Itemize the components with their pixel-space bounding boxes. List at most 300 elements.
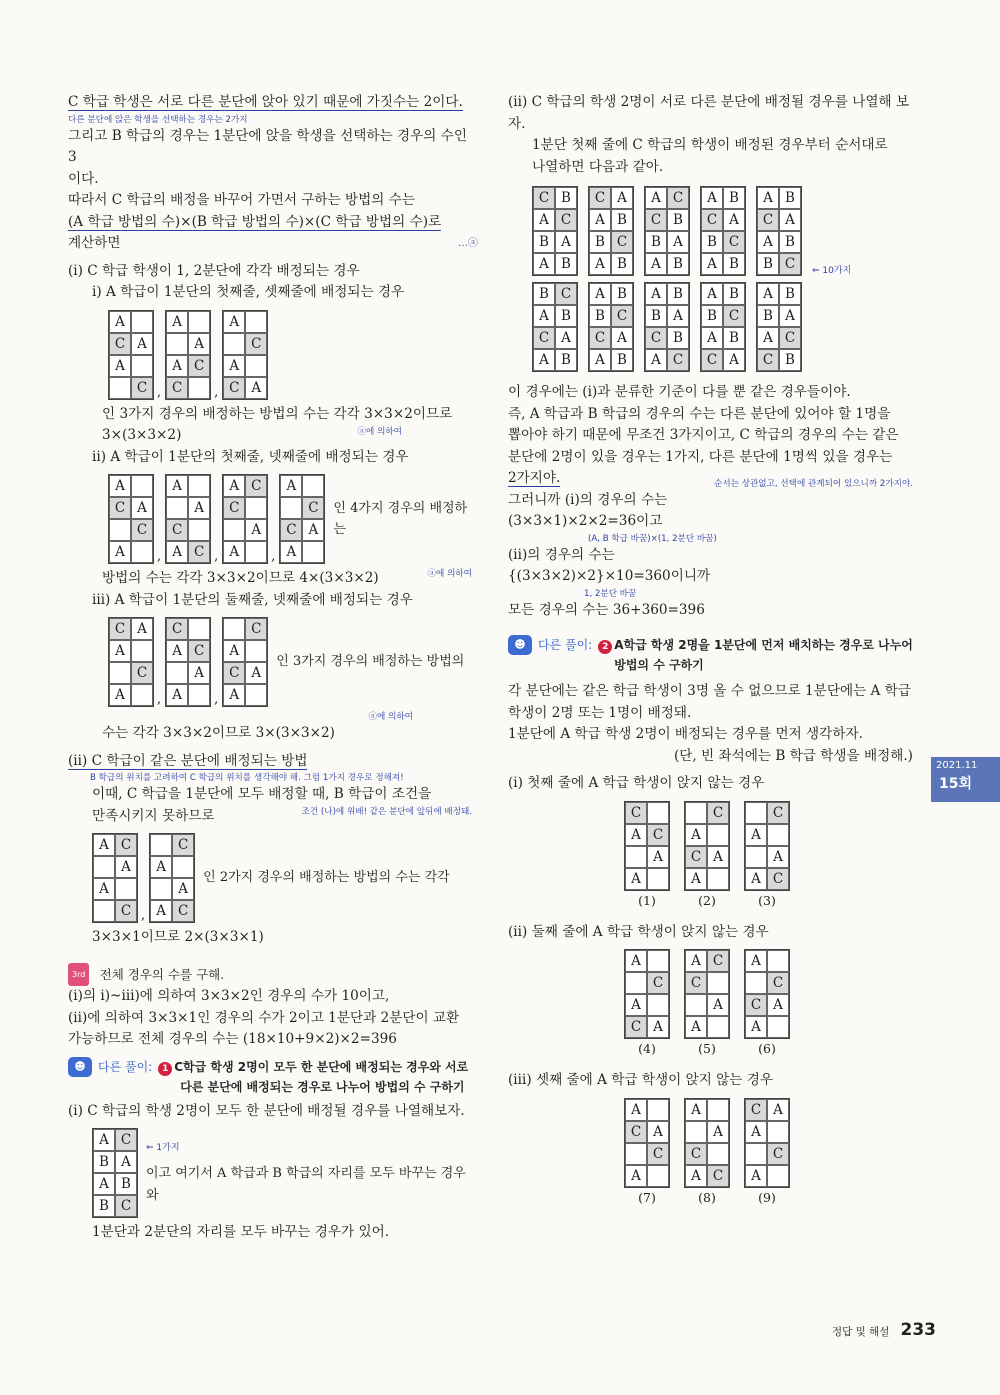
intro-annotation: 다른 분단에 앉은 학생을 선택하는 경우는 2가지 xyxy=(68,114,248,125)
intro-line-4: 따라서 C 학급의 배정을 바꾸어 가면서 구하는 방법의 수는 xyxy=(68,192,415,208)
seat-grid xyxy=(684,949,730,1039)
seat-cell: C xyxy=(757,349,779,371)
seat-cell: A xyxy=(745,1121,767,1143)
seat-cell: B xyxy=(723,253,745,275)
alt-side: 이고 여기서 A 학급과 B 학급의 자리를 모두 바꾸는 경우와 xyxy=(146,1166,466,1203)
seat-cell xyxy=(685,802,707,824)
seat-grid xyxy=(644,282,690,372)
seat-cell xyxy=(647,1099,669,1121)
seat-grid xyxy=(624,1098,670,1188)
seat-cell: A xyxy=(131,497,153,519)
seat-cell: A xyxy=(109,640,131,662)
seat-cell: A xyxy=(131,333,153,355)
case-ii-ann2: 조건 (나)에 위배! 같은 분단에 앞뒤에 배정돼. xyxy=(301,806,472,817)
seat-cell: B xyxy=(555,305,577,327)
seat-cell: A xyxy=(647,1016,669,1038)
seat-cell xyxy=(109,377,131,399)
seat-cell: A xyxy=(707,994,729,1016)
r-sub-1: (ⅰ) 첫째 줄에 A 학급 학생이 앉지 않는 경우 xyxy=(508,775,765,791)
seat-cell: C xyxy=(645,327,667,349)
right-column xyxy=(508,92,913,1205)
case-i-title: (ⅰ) C 학급 학생이 1, 2분단에 각각 배정되는 경우 xyxy=(68,262,360,279)
grid-block-r3 xyxy=(624,1098,913,1205)
seat-cell xyxy=(647,802,669,824)
seat-cell xyxy=(625,1143,647,1165)
seat-grid xyxy=(165,474,211,564)
seat-cell xyxy=(131,541,153,563)
seat-cell xyxy=(131,640,153,662)
seat-cell: A xyxy=(555,231,577,253)
seat-cell: A xyxy=(667,305,689,327)
seat-cell: A xyxy=(166,640,188,662)
r-sub-2: (ⅱ) 둘째 줄에 A 학급 학생이 앉지 않는 경우 xyxy=(508,923,769,940)
sub-i-ann: ⓐ에 의하여 xyxy=(357,427,402,437)
seat-grid xyxy=(624,801,670,891)
grid-row-alt xyxy=(68,1128,478,1218)
seat-cell: A xyxy=(166,684,188,706)
case-ii-line1: 이때, C 학급을 1분단에 모두 배정할 때, B 학급이 조건을 xyxy=(92,786,432,802)
seat-grid xyxy=(744,801,790,891)
grid-caption: (8) xyxy=(698,1189,716,1205)
seat-cell xyxy=(223,618,245,640)
seat-cell: B xyxy=(701,231,723,253)
grid-row-sub-i xyxy=(74,310,478,400)
seat-cell: A xyxy=(645,349,667,371)
seat-cell: B xyxy=(93,1151,115,1173)
seat-cell: A xyxy=(131,618,153,640)
seat-grid xyxy=(700,186,746,276)
step-badge: 3rd xyxy=(68,963,89,987)
seat-cell: C xyxy=(685,1143,707,1165)
grid-caption: (3) xyxy=(758,892,776,908)
seat-cell: B xyxy=(723,327,745,349)
seat-cell xyxy=(115,878,137,900)
grid-row-r-top-2 xyxy=(532,282,913,372)
seat-cell: C xyxy=(767,802,789,824)
seat-cell: A xyxy=(779,305,801,327)
grid-row-case-ii xyxy=(68,833,478,923)
seat-cell: A xyxy=(245,519,267,541)
seat-cell xyxy=(223,519,245,541)
seat-cell: C xyxy=(533,327,555,349)
grid-caption: (2) xyxy=(698,892,716,908)
seat-cell: C xyxy=(645,209,667,231)
seat-cell: C xyxy=(166,519,188,541)
grid-separator: , xyxy=(214,692,219,707)
grid-separator: , xyxy=(157,549,162,564)
seat-grid xyxy=(165,310,211,400)
seat-cell xyxy=(707,868,729,890)
r-p2: 즉, A 학급과 B 학급의 경우의 수는 다른 분단에 있어야 할 1명을 xyxy=(508,405,891,422)
seat-cell: A xyxy=(745,1016,767,1038)
seat-cell: C xyxy=(188,541,210,563)
r-q3: 1분단에 A 학급 학생 2명이 배정되는 경우를 먼저 생각하자. xyxy=(508,726,863,742)
seat-cell: B xyxy=(611,283,633,305)
page-footer xyxy=(832,1320,936,1340)
left-column xyxy=(68,92,478,1244)
seat-cell: C xyxy=(685,972,707,994)
seat-cell: B xyxy=(779,283,801,305)
alt-title-2: 2 A학급 학생 2명을 1분단에 먼저 배치하는 경우로 나누어 방법의 수 구하기 xyxy=(598,635,913,675)
seat-cell: C xyxy=(667,187,689,209)
seat-cell: C xyxy=(779,253,801,275)
seat-cell: A xyxy=(589,253,611,275)
seat-grid xyxy=(108,310,154,400)
seat-cell: A xyxy=(611,187,633,209)
seat-cell: A xyxy=(685,950,707,972)
seat-cell: A xyxy=(707,846,729,868)
seat-grid xyxy=(149,833,195,923)
seat-grid xyxy=(644,186,690,276)
seat-cell: C xyxy=(131,377,153,399)
seat-cell: B xyxy=(589,231,611,253)
grid-separator: , xyxy=(271,549,276,564)
seat-cell: A xyxy=(589,209,611,231)
seat-cell: B xyxy=(611,349,633,371)
seat-cell: C xyxy=(647,972,669,994)
seat-cell xyxy=(188,311,210,333)
seat-cell xyxy=(245,311,267,333)
case-ii-ann1: B 학급의 위치를 고려하여 C 학급의 위치를 생각해야 해. 그럼 1가지 경우로 정해져! xyxy=(90,773,404,783)
seat-cell: A xyxy=(223,355,245,377)
seat-cell: C xyxy=(707,1165,729,1187)
seat-cell: C xyxy=(745,994,767,1016)
seat-cell: A xyxy=(757,187,779,209)
seat-cell: C xyxy=(166,618,188,640)
seat-cell: A xyxy=(723,209,745,231)
seat-cell xyxy=(707,824,729,846)
grid-separator: , xyxy=(214,384,219,400)
intro-line-6: 계산하면 …ⓐ xyxy=(68,235,478,251)
seat-cell: B xyxy=(555,187,577,209)
alt-title: 1 C학급 학생 2명이 모두 한 분단에 배정되는 경우와 서로 다른 분단에 배정되는 경우로 나누어 방법의 수 구하기 xyxy=(158,1057,468,1097)
side-tab-date: 2021.11 xyxy=(936,760,978,771)
seat-cell: A xyxy=(589,283,611,305)
sub-i-title: ⅰ) A 학급이 1분단의 첫째줄, 셋째줄에 배정되는 경우 xyxy=(92,284,405,300)
seat-cell: C xyxy=(667,349,689,371)
seat-cell: A xyxy=(223,640,245,662)
r-p9-ann: 1, 2분단 바꿈 xyxy=(584,588,637,599)
seat-cell xyxy=(647,950,669,972)
seat-cell: C xyxy=(533,187,555,209)
seat-cell: B xyxy=(779,187,801,209)
r-q4: (단, 빈 좌석에는 B 학급 학생을 배정해.) xyxy=(673,747,913,764)
grid-caption: (7) xyxy=(638,1189,656,1205)
seat-cell: C xyxy=(109,618,131,640)
seat-cell: A xyxy=(645,283,667,305)
seat-cell: A xyxy=(645,187,667,209)
seat-cell xyxy=(685,994,707,1016)
alt-label-2: 다른 풀이: xyxy=(538,638,593,652)
seat-cell: A xyxy=(779,209,801,231)
seat-cell: C xyxy=(647,824,669,846)
seat-cell: A xyxy=(723,349,745,371)
r-q1: 각 분단에는 같은 학급 학생이 3명 올 수 없으므로 1분단에는 A 학급 xyxy=(508,683,911,699)
seat-cell: B xyxy=(533,283,555,305)
step-line-1: (ⅰ)의 ⅰ)~ⅲ)에 의하여 3×3×2인 경우의 수가 10이고, xyxy=(68,988,390,1004)
case-ii-line2: 만족시키지 못하므로 xyxy=(92,807,215,824)
seat-cell: A xyxy=(745,950,767,972)
seat-grid xyxy=(108,617,154,707)
alt-case-i: (ⅰ) C 학급의 학생 2명이 모두 한 분단에 배정될 경우를 나열해보자. xyxy=(68,1102,465,1119)
seat-cell: A xyxy=(188,497,210,519)
seat-cell: C xyxy=(701,349,723,371)
seat-cell xyxy=(188,475,210,497)
seat-cell: A xyxy=(685,1016,707,1038)
seat-cell: C xyxy=(625,1016,647,1038)
seat-cell xyxy=(166,662,188,684)
grid-separator: , xyxy=(157,384,162,400)
seat-cell: A xyxy=(757,283,779,305)
seat-cell: A xyxy=(625,994,647,1016)
seat-cell: A xyxy=(109,311,131,333)
seat-cell: A xyxy=(223,311,245,333)
seat-cell xyxy=(245,684,267,706)
side-tab xyxy=(931,757,1000,802)
seat-cell: C xyxy=(767,972,789,994)
seat-cell: C xyxy=(223,662,245,684)
seat-cell: A xyxy=(767,994,789,1016)
seat-cell xyxy=(245,355,267,377)
step-line-2: (ⅱ)에 의하여 3×3×1인 경우의 수가 2이고 1분단과 2분단이 교환 xyxy=(68,1009,460,1026)
r-p10: 모든 경우의 수는 36+360=396 xyxy=(508,601,705,618)
seat-cell: C xyxy=(707,950,729,972)
grid-row-sub-iii xyxy=(74,617,478,707)
seat-cell xyxy=(131,311,153,333)
seat-cell: C xyxy=(779,327,801,349)
r-p7-ann: (A, B 학급 바꿈)×(1, 2분단 바꿈) xyxy=(588,533,717,544)
seat-cell: C xyxy=(611,231,633,253)
sub-iii-text: 수는 각각 3×3×2이므로 3×(3×3×2) xyxy=(102,725,335,741)
seat-cell: A xyxy=(701,187,723,209)
seat-cell: A xyxy=(555,327,577,349)
sub-ii-text: 방법의 수는 각각 3×3×2이므로 4×(3×3×2) xyxy=(102,570,379,586)
case-ii-side: 인 2가지 경우의 배정하는 방법의 수는 각각 xyxy=(203,870,450,886)
seat-cell: B xyxy=(723,187,745,209)
seat-cell xyxy=(767,950,789,972)
seat-grid xyxy=(700,282,746,372)
seat-cell: C xyxy=(109,497,131,519)
r-p6: 그러니까 (ⅰ)의 경우의 수는 xyxy=(508,491,668,508)
seat-cell xyxy=(280,497,302,519)
seat-cell: B xyxy=(555,253,577,275)
seat-cell: A xyxy=(625,950,647,972)
r-p1: 이 경우에는 (ⅰ)과 분류한 기준이 다를 뿐 같은 경우들이야. xyxy=(508,384,851,400)
r-sub-3: (ⅲ) 셋째 줄에 A 학급 학생이 앉지 않는 경우 xyxy=(508,1072,774,1088)
r-p3: 뽑아야 하기 때문에 무조건 3가지이고, C 학급의 경우의 수는 같은 xyxy=(508,427,899,443)
seat-cell: C xyxy=(131,519,153,541)
grid-block-r2 xyxy=(624,949,913,1056)
seat-cell xyxy=(707,1143,729,1165)
seat-cell: A xyxy=(685,1165,707,1187)
seat-cell: B xyxy=(667,283,689,305)
sub-i-text1: 인 3가지 경우의 배정하는 방법의 수는 각각 3×3×2이므로 xyxy=(102,405,453,422)
seat-cell: A xyxy=(667,231,689,253)
seat-cell: A xyxy=(701,283,723,305)
sub-iii-ann: ⓐ에 의하여 xyxy=(368,712,413,722)
seat-cell xyxy=(93,856,115,878)
seat-cell: A xyxy=(745,868,767,890)
seat-cell: A xyxy=(109,475,131,497)
footer-label: 정답 및 해설 xyxy=(832,1326,890,1338)
seat-grid xyxy=(92,833,138,923)
seat-cell: C xyxy=(757,209,779,231)
intro-line-2: 그리고 B 학급의 경우는 1분단에 앉을 학생을 선택하는 경우의 수인 3 xyxy=(68,127,467,165)
seat-cell: A xyxy=(757,231,779,253)
r-p7: (3×3×1)×2×2=36이고 xyxy=(508,513,663,529)
seat-cell: A xyxy=(223,541,245,563)
seat-cell xyxy=(745,802,767,824)
seat-cell: C xyxy=(589,187,611,209)
seat-cell: A xyxy=(93,878,115,900)
sub-iii-title: ⅲ) A 학급이 1분단의 둘째줄, 넷째줄에 배정되는 경우 xyxy=(92,591,413,608)
seat-cell xyxy=(707,1099,729,1121)
seat-cell xyxy=(131,684,153,706)
seat-cell xyxy=(223,333,245,355)
seat-cell: A xyxy=(685,868,707,890)
seat-cell: B xyxy=(667,327,689,349)
alt-num: 1 xyxy=(158,1062,172,1076)
r-q2: 학생이 2명 또는 1명이 배정돼. xyxy=(508,704,692,721)
seat-grid xyxy=(756,282,802,372)
seat-cell: A xyxy=(701,253,723,275)
seat-grid xyxy=(532,186,578,276)
seat-cell: A xyxy=(745,1165,767,1187)
people-icon: ☻ xyxy=(508,635,532,655)
seat-cell: A xyxy=(109,541,131,563)
seat-grid xyxy=(624,949,670,1039)
seat-cell: C xyxy=(115,1129,137,1151)
seat-cell: C xyxy=(280,519,302,541)
seat-cell: B xyxy=(611,253,633,275)
seat-grid xyxy=(532,282,578,372)
seat-cell xyxy=(131,475,153,497)
seat-cell: A xyxy=(188,333,210,355)
sub-i-text2: 3×(3×3×2) xyxy=(102,427,182,443)
seat-cell: C xyxy=(589,327,611,349)
alt-case-ann: ⇐ 1가지 xyxy=(146,1143,180,1153)
seat-cell: B xyxy=(115,1173,137,1195)
seat-cell: C xyxy=(625,1121,647,1143)
seat-cell: A xyxy=(625,1099,647,1121)
seat-cell: C xyxy=(723,231,745,253)
step-header: 3rd 전체 경우의 수를 구해. xyxy=(68,963,478,987)
seat-cell: C xyxy=(188,640,210,662)
seat-grid xyxy=(222,474,268,564)
seat-cell xyxy=(302,541,324,563)
seat-cell: B xyxy=(779,349,801,371)
seat-cell: C xyxy=(223,377,245,399)
seat-cell: A xyxy=(245,662,267,684)
seat-cell xyxy=(767,824,789,846)
seat-cell: C xyxy=(245,475,267,497)
seat-cell: C xyxy=(685,846,707,868)
seat-cell: C xyxy=(188,355,210,377)
seat-cell: A xyxy=(280,541,302,563)
seat-cell: C xyxy=(555,209,577,231)
seat-cell: A xyxy=(707,1121,729,1143)
seat-cell: B xyxy=(611,209,633,231)
seat-cell: C xyxy=(115,834,137,856)
seat-cell: A xyxy=(109,684,131,706)
seat-cell: C xyxy=(767,868,789,890)
r-p4: 분단에 2명이 있을 경우는 1가지, 다른 분단에 1명씩 있을 경우는 xyxy=(508,448,893,465)
seat-grid xyxy=(588,186,634,276)
seat-cell: C xyxy=(625,802,647,824)
grid-separator: , xyxy=(157,692,162,707)
seat-cell: B xyxy=(701,305,723,327)
alt-label: 다른 풀이: xyxy=(98,1059,153,1074)
seat-cell xyxy=(109,662,131,684)
seat-cell: C xyxy=(166,377,188,399)
seat-cell xyxy=(150,834,172,856)
seat-cell xyxy=(707,1016,729,1038)
r-line-1: (ⅱ) C 학급의 학생 2명이 서로 다른 분단에 배정될 경우를 나열해 보자. xyxy=(508,94,910,132)
seat-cell xyxy=(131,355,153,377)
r-line-3: 나열하면 다음과 같아. xyxy=(532,158,664,175)
seat-cell: A xyxy=(533,305,555,327)
seat-cell: A xyxy=(93,1173,115,1195)
grid-caption: (5) xyxy=(698,1041,716,1056)
seat-cell: C xyxy=(172,900,194,922)
case-ii-result: 3×3×1이므로 2×(3×3×1) xyxy=(92,929,264,945)
seat-cell: A xyxy=(93,834,115,856)
sub-iii-side: 인 3가지 경우의 배정하는 방법의 xyxy=(276,654,465,670)
seat-cell: A xyxy=(109,355,131,377)
seat-cell: B xyxy=(667,209,689,231)
seat-cell xyxy=(767,1121,789,1143)
r-p5: 2가지야. xyxy=(508,470,561,486)
seat-cell: A xyxy=(150,900,172,922)
seat-cell: B xyxy=(757,253,779,275)
seat-cell: A xyxy=(745,824,767,846)
seat-cell: A xyxy=(533,349,555,371)
seat-cell: A xyxy=(280,475,302,497)
seat-cell: C xyxy=(131,662,153,684)
seat-cell: A xyxy=(645,253,667,275)
seat-cell xyxy=(625,846,647,868)
seat-cell xyxy=(745,972,767,994)
seat-cell: C xyxy=(109,333,131,355)
seat-cell: C xyxy=(647,1143,669,1165)
seat-cell: A xyxy=(589,349,611,371)
seat-grid xyxy=(279,474,325,564)
seat-cell: A xyxy=(188,662,210,684)
seat-cell: B xyxy=(757,305,779,327)
grid-separator: , xyxy=(141,908,146,923)
sub-ii-side: 인 4가지 경우의 배정하는 xyxy=(333,500,468,537)
seat-cell: A xyxy=(685,824,707,846)
seat-cell xyxy=(188,377,210,399)
seat-grid xyxy=(756,186,802,276)
alt-num-2: 2 xyxy=(598,640,612,654)
seat-cell: A xyxy=(166,475,188,497)
seat-cell: B xyxy=(667,253,689,275)
seat-cell xyxy=(707,972,729,994)
seat-cell: C xyxy=(767,1143,789,1165)
seat-grid xyxy=(744,1098,790,1188)
seat-cell xyxy=(245,497,267,519)
seat-cell: A xyxy=(223,684,245,706)
grid-caption: (4) xyxy=(638,1041,656,1056)
r-line-2: 1분단 첫째 줄에 C 학급의 학생이 배정된 경우부터 순서대로 xyxy=(532,137,888,153)
seat-cell: A xyxy=(150,856,172,878)
r-p8: (ⅱ)의 경우의 수는 xyxy=(508,546,615,563)
seat-cell xyxy=(745,846,767,868)
seat-grid xyxy=(588,282,634,372)
seat-cell xyxy=(685,1121,707,1143)
sub-ii-title: ⅱ) A 학급이 1분단의 첫째줄, 넷째줄에 배정되는 경우 xyxy=(92,448,409,465)
